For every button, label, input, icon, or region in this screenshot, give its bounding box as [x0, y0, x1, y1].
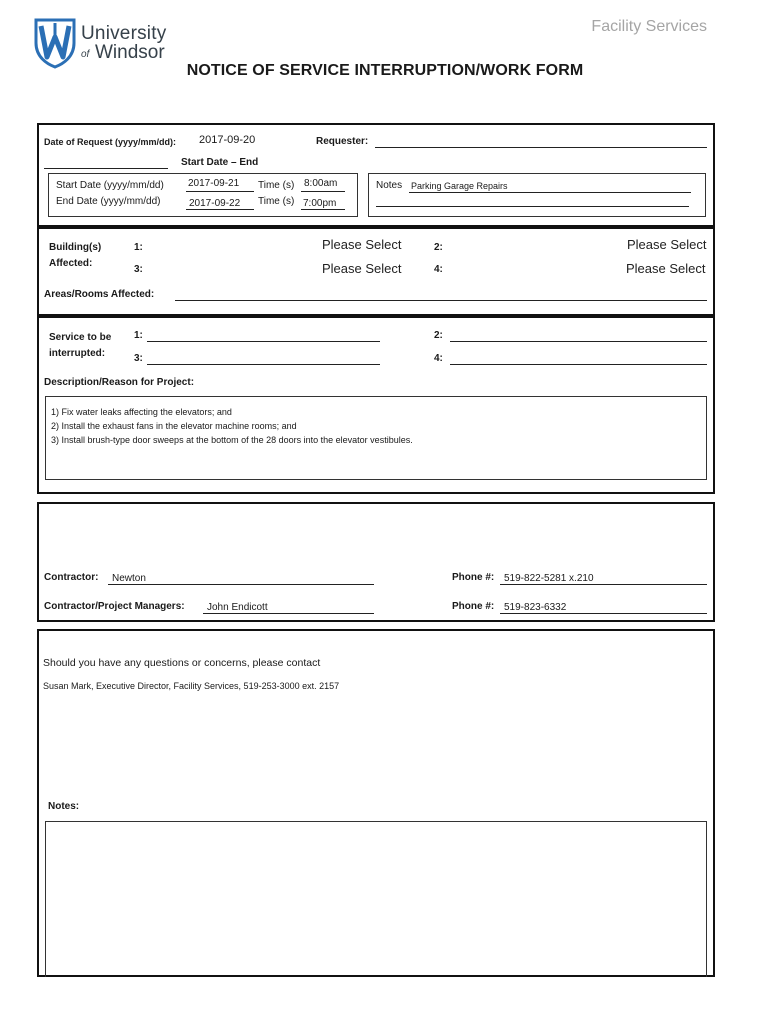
request-notes-underline-2 — [376, 206, 689, 207]
buildings-label-line1: Building(s) — [49, 242, 102, 253]
contact-line-2: Susan Mark, Executive Director, Facility Services, 519-253-3000 ext. 2157 — [43, 681, 340, 691]
start-time-label: Time (s) — [258, 180, 295, 191]
service-3-number: 3: — [134, 353, 143, 364]
description-line-3: 3) Install brush-type door sweeps at the bottom of the 28 doors into the elevator vestibules. — [51, 435, 413, 445]
managers-phone-value[interactable]: 519-823-6332 — [504, 602, 567, 613]
start-end-heading: Start Date – End — [181, 157, 259, 168]
contractor-phone-value[interactable]: 519-822-5281 x.210 — [504, 573, 594, 584]
building-3-select[interactable]: Please Select — [322, 261, 402, 276]
building-2-select[interactable]: Please Select — [627, 237, 707, 252]
start-date-label: Start Date (yyyy/mm/dd) — [56, 180, 164, 191]
building-1-select[interactable]: Please Select — [322, 237, 402, 252]
requester-field[interactable] — [375, 147, 707, 148]
request-notes-value[interactable]: Parking Garage Repairs — [411, 181, 508, 191]
request-notes-underline — [409, 192, 691, 193]
date-of-request-label: Date of Request (yyyy/mm/dd): — [44, 137, 177, 147]
description-line-1: 1) Fix water leaks affecting the elevators; and — [51, 407, 232, 417]
end-date-underline — [186, 209, 254, 210]
logo-windsor-text: Windsor — [95, 42, 165, 63]
areas-rooms-field[interactable] — [175, 300, 707, 301]
contractor-label: Contractor: — [44, 572, 99, 583]
notes-label: Notes: — [48, 801, 80, 812]
start-date-value[interactable]: 2017-09-21 — [188, 178, 240, 189]
date-of-request-value[interactable]: 2017-09-20 — [199, 134, 256, 146]
start-time-underline — [301, 191, 345, 192]
managers-phone-label: Phone #: — [452, 601, 495, 612]
end-date-value[interactable]: 2017-09-22 — [189, 198, 241, 209]
logo-university-text: University — [81, 23, 167, 44]
service-2-number: 2: — [434, 330, 443, 341]
end-time-value[interactable]: 7:00pm — [303, 198, 337, 209]
contractor-underline — [108, 584, 374, 585]
service-label-line2: interrupted: — [49, 348, 106, 359]
department-name: Facility Services — [591, 18, 707, 35]
building-4-number: 4: — [434, 264, 443, 275]
building-2-number: 2: — [434, 242, 443, 253]
project-managers-underline — [203, 613, 374, 614]
contractor-phone-underline — [500, 584, 707, 585]
contractor-phone-label: Phone #: — [452, 572, 495, 583]
service-4-field[interactable] — [450, 364, 707, 365]
service-2-field[interactable] — [450, 341, 707, 342]
service-3-field[interactable] — [147, 364, 380, 365]
contact-line-1: Should you have any questions or concerns, please contact — [43, 657, 321, 669]
project-managers-label: Contractor/Project Managers: — [44, 601, 185, 612]
description-label: Description/Reason for Project: — [44, 377, 195, 388]
building-1-number: 1: — [134, 242, 143, 253]
building-3-number: 3: — [134, 264, 143, 275]
buildings-label-line2: Affected: — [49, 258, 93, 269]
service-1-field[interactable] — [147, 341, 380, 342]
form-title: NOTICE OF SERVICE INTERRUPTION/WORK FORM — [186, 62, 584, 79]
requester-label: Requester: — [316, 136, 369, 147]
managers-phone-underline — [500, 613, 707, 614]
service-label-line1: Service to be — [49, 332, 112, 343]
end-date-label: End Date (yyyy/mm/dd) — [56, 196, 161, 207]
description-line-2: 2) Install the exhaust fans in the elevator machine rooms; and — [51, 421, 297, 431]
notes-box — [368, 173, 706, 217]
request-notes-label: Notes — [376, 180, 403, 191]
project-managers-value[interactable]: John Endicott — [207, 602, 268, 613]
service-1-number: 1: — [134, 330, 143, 341]
start-time-value[interactable]: 8:00am — [304, 178, 338, 189]
service-4-number: 4: — [434, 353, 443, 364]
end-time-underline — [301, 209, 345, 210]
notes-textarea[interactable] — [45, 821, 707, 977]
logo-of-text: of — [81, 49, 90, 60]
request-blank-line — [44, 168, 168, 169]
end-time-label: Time (s) — [258, 196, 295, 207]
building-4-select[interactable]: Please Select — [626, 261, 706, 276]
start-date-underline — [186, 191, 254, 192]
areas-rooms-label: Areas/Rooms Affected: — [44, 289, 155, 300]
contractor-value[interactable]: Newton — [112, 573, 146, 584]
